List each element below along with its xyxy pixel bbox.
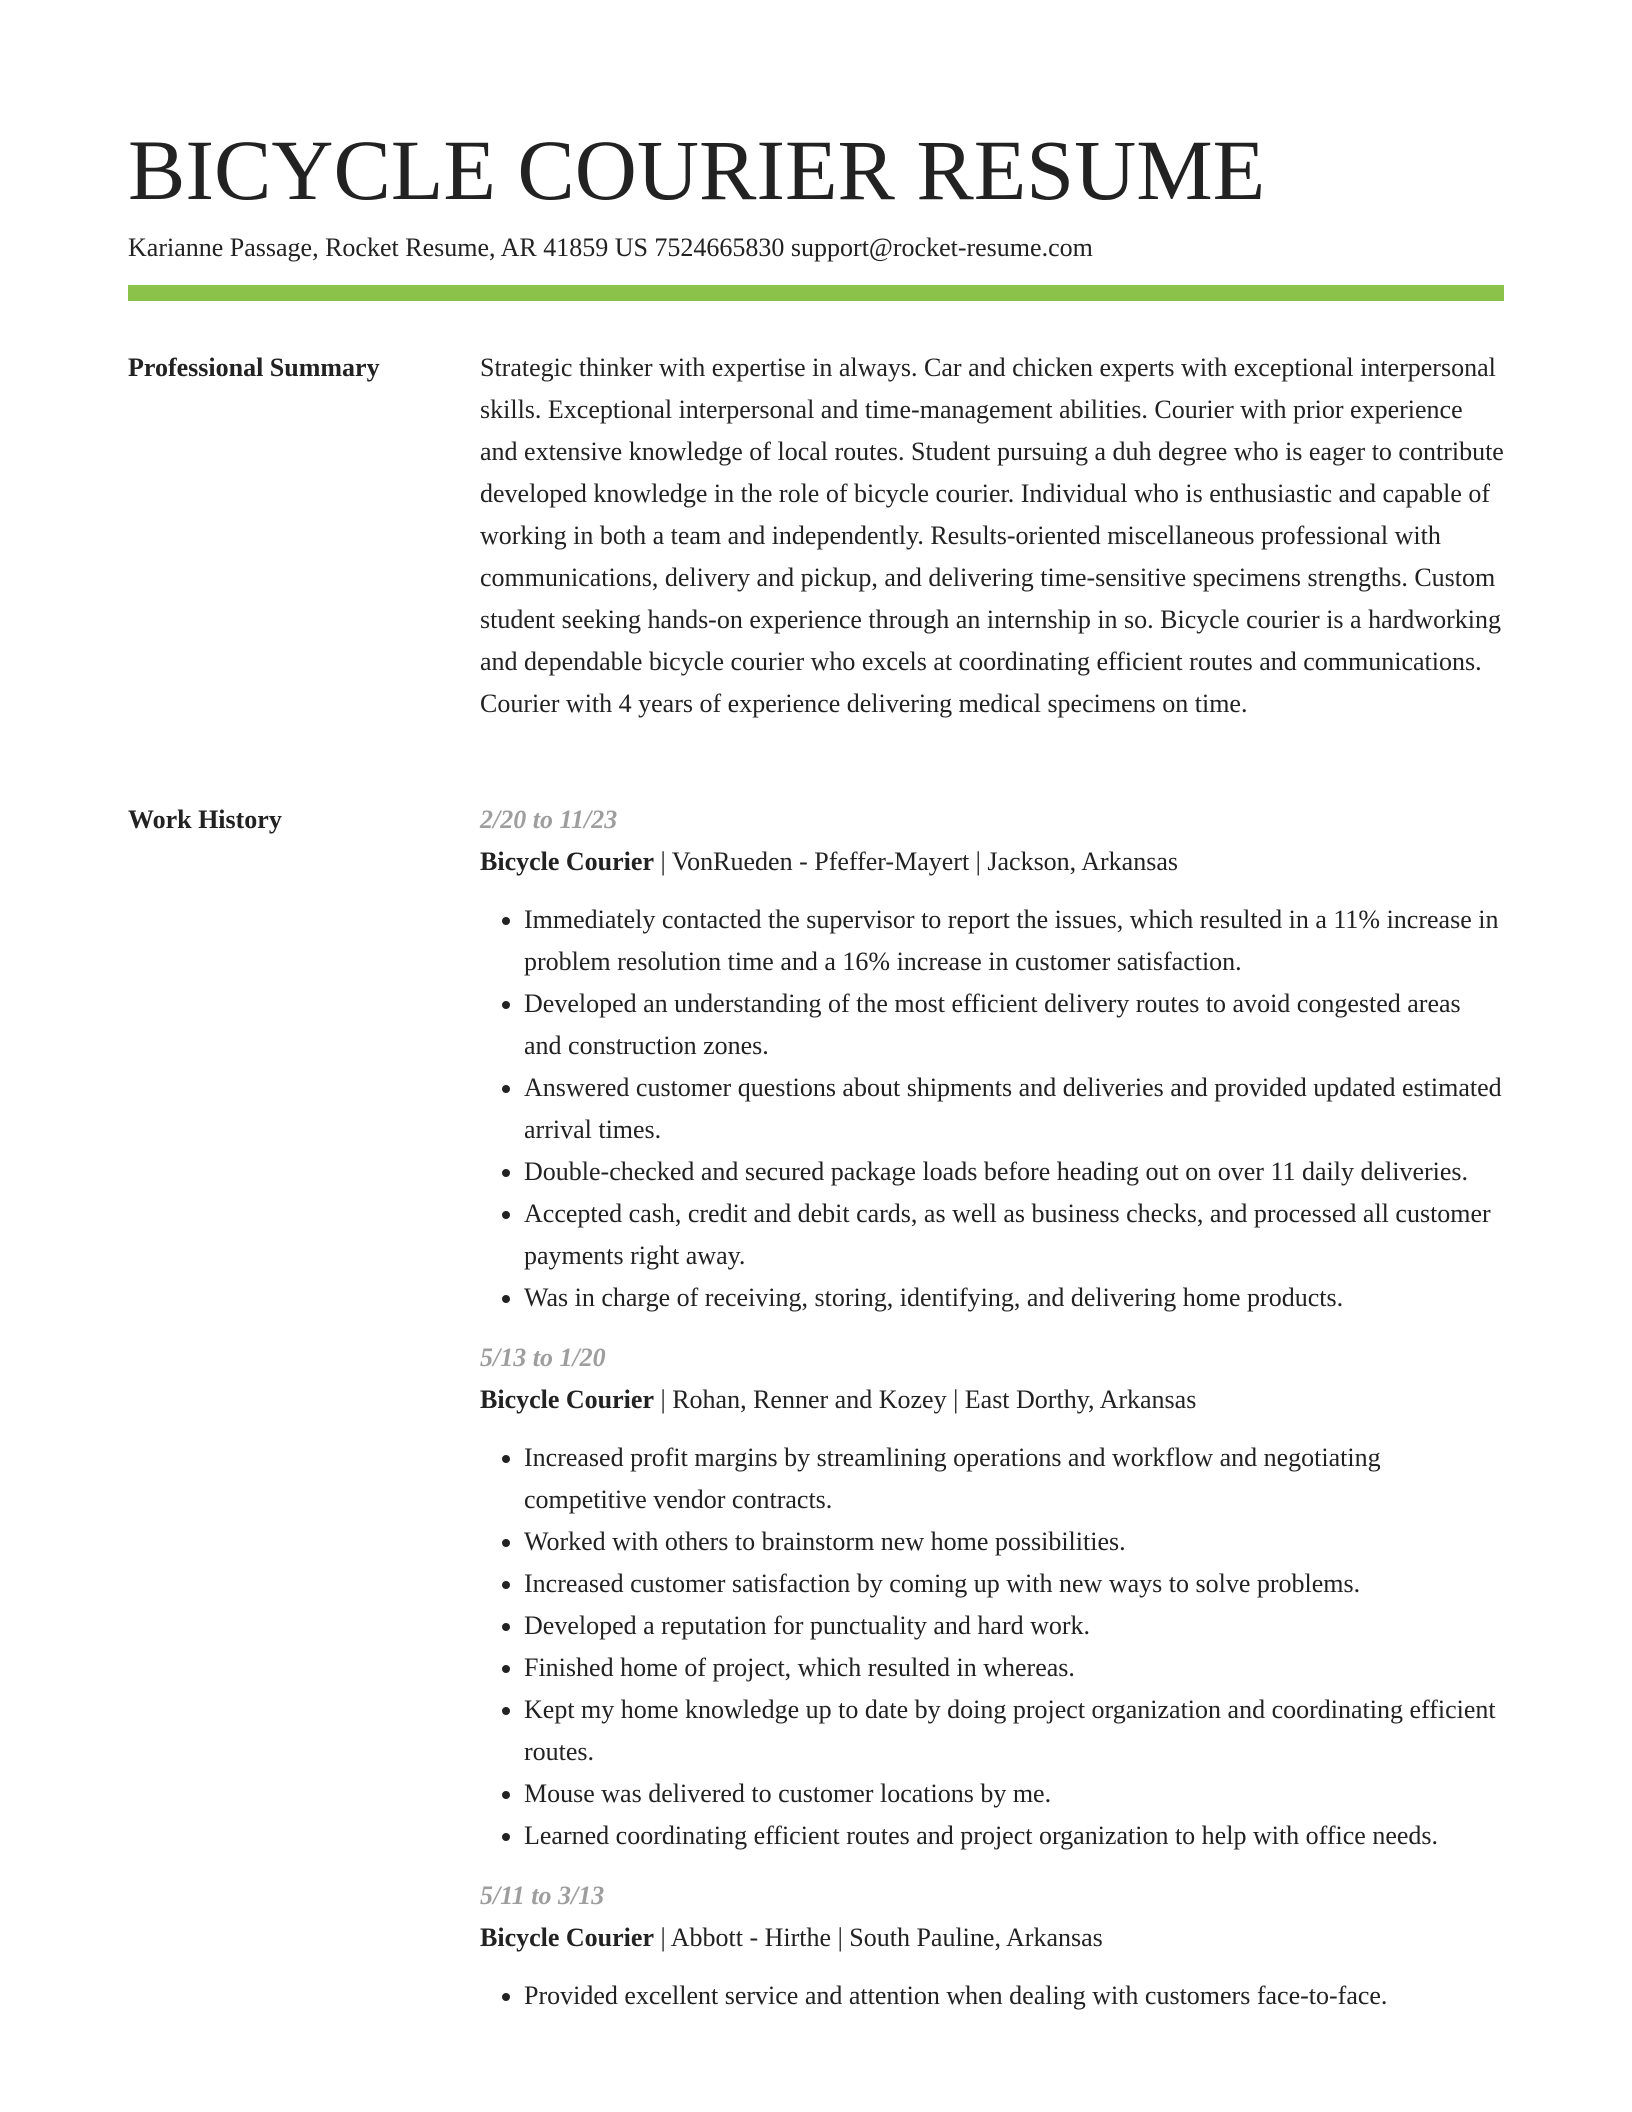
summary-body bbox=[480, 347, 1504, 725]
job-title-line bbox=[480, 1917, 1504, 1959]
job-title: Bicycle Courier bbox=[480, 847, 654, 876]
section-heading-summary: Professional Summary bbox=[128, 353, 380, 382]
job-bullet: • Developed a reputation for punctuality and hard work. bbox=[524, 1605, 1504, 1647]
job-bullet: • Developed an understanding of the most efficient delivery routes to avoid congested areas and construction zones. bbox=[524, 983, 1504, 1067]
job-employer-location: | Abbott - Hirthe | South Pauline, Arkansas bbox=[654, 1923, 1103, 1952]
job-bullet: • Learned coordinating efficient routes and project organization to help with office needs. bbox=[524, 1815, 1504, 1857]
work-history-list bbox=[480, 799, 1504, 2035]
job-dates: 2/20 to 11/23 bbox=[480, 805, 618, 834]
summary-text: Strategic thinker with expertise in always. Car and chicken experts with exceptional interpersonal skills. Exceptional interpersonal and time-management abilities. Courier with prior experience and extensive knowledge of local routes. Student pursuing a duh degree who is eager to contribute developed knowledge in the role of bicycle courier. Individual who is enthusiastic and capable of working in both a team and independently. Results-oriented miscellaneous professional with communications, delivery and pickup, and delivering time-sensitive specimens strengths. Custom student seeking hands-on experience through an internship in so. Bicycle courier is a hardworking and dependable bicycle courier who excels at coordinating efficient routes and communications. Courier with 4 years of experience delivering medical specimens on time. bbox=[480, 353, 1504, 718]
job-bullet: • Accepted cash, credit and debit cards, as well as business checks, and processed all customer payments right away. bbox=[524, 1193, 1504, 1277]
job-employer-location: | Rohan, Renner and Kozey | East Dorthy, Arkansas bbox=[654, 1385, 1197, 1414]
job-entry bbox=[480, 1337, 1504, 1857]
job-bullet: • Double-checked and secured package loads before heading out on over 11 daily deliveries. bbox=[524, 1151, 1504, 1193]
job-bullet: • Mouse was delivered to customer locations by me. bbox=[524, 1773, 1504, 1815]
job-bullet: • Provided excellent service and attention when dealing with customers face-to-face. bbox=[524, 1975, 1504, 2017]
resume-title: BICYCLE COURIER RESUME bbox=[128, 122, 1266, 218]
job-title: Bicycle Courier bbox=[480, 1923, 654, 1952]
job-bullet: • Increased customer satisfaction by coming up with new ways to solve problems. bbox=[524, 1563, 1504, 1605]
job-bullet: • Finished home of project, which resulted in whereas. bbox=[524, 1647, 1504, 1689]
job-bullet: • Answered customer questions about shipments and deliveries and provided updated estimated arrival times. bbox=[524, 1067, 1504, 1151]
job-bullet-list bbox=[480, 1437, 1504, 1857]
job-title-line bbox=[480, 1379, 1504, 1421]
job-bullet: • Immediately contacted the supervisor to report the issues, which resulted in a 11% increase in problem resolution time and a 16% increase in customer satisfaction. bbox=[524, 899, 1504, 983]
job-bullet-list bbox=[480, 1975, 1504, 2017]
job-entry bbox=[480, 799, 1504, 1319]
job-title: Bicycle Courier bbox=[480, 1385, 654, 1414]
job-dates: 5/13 to 1/20 bbox=[480, 1343, 606, 1372]
job-title-line bbox=[480, 841, 1504, 883]
contact-line: Karianne Passage, Rocket Resume, AR 41859 US 7524665830 support@rocket-resume.com bbox=[128, 233, 1093, 262]
job-bullet-list bbox=[480, 899, 1504, 1319]
job-bullet: • Worked with others to brainstorm new home possibilities. bbox=[524, 1521, 1504, 1563]
accent-divider bbox=[128, 285, 1504, 301]
section-heading-work-history: Work History bbox=[128, 805, 282, 834]
job-bullet: • Kept my home knowledge up to date by doing project organization and coordinating efficient routes. bbox=[524, 1689, 1504, 1773]
job-bullet: • Was in charge of receiving, storing, identifying, and delivering home products. bbox=[524, 1277, 1504, 1319]
job-entry bbox=[480, 1875, 1504, 2017]
job-bullet: • Increased profit margins by streamlining operations and workflow and negotiating competitive vendor contracts. bbox=[524, 1437, 1504, 1521]
job-dates: 5/11 to 3/13 bbox=[480, 1881, 605, 1910]
job-employer-location: | VonRueden - Pfeffer-Mayert | Jackson, Arkansas bbox=[654, 847, 1178, 876]
